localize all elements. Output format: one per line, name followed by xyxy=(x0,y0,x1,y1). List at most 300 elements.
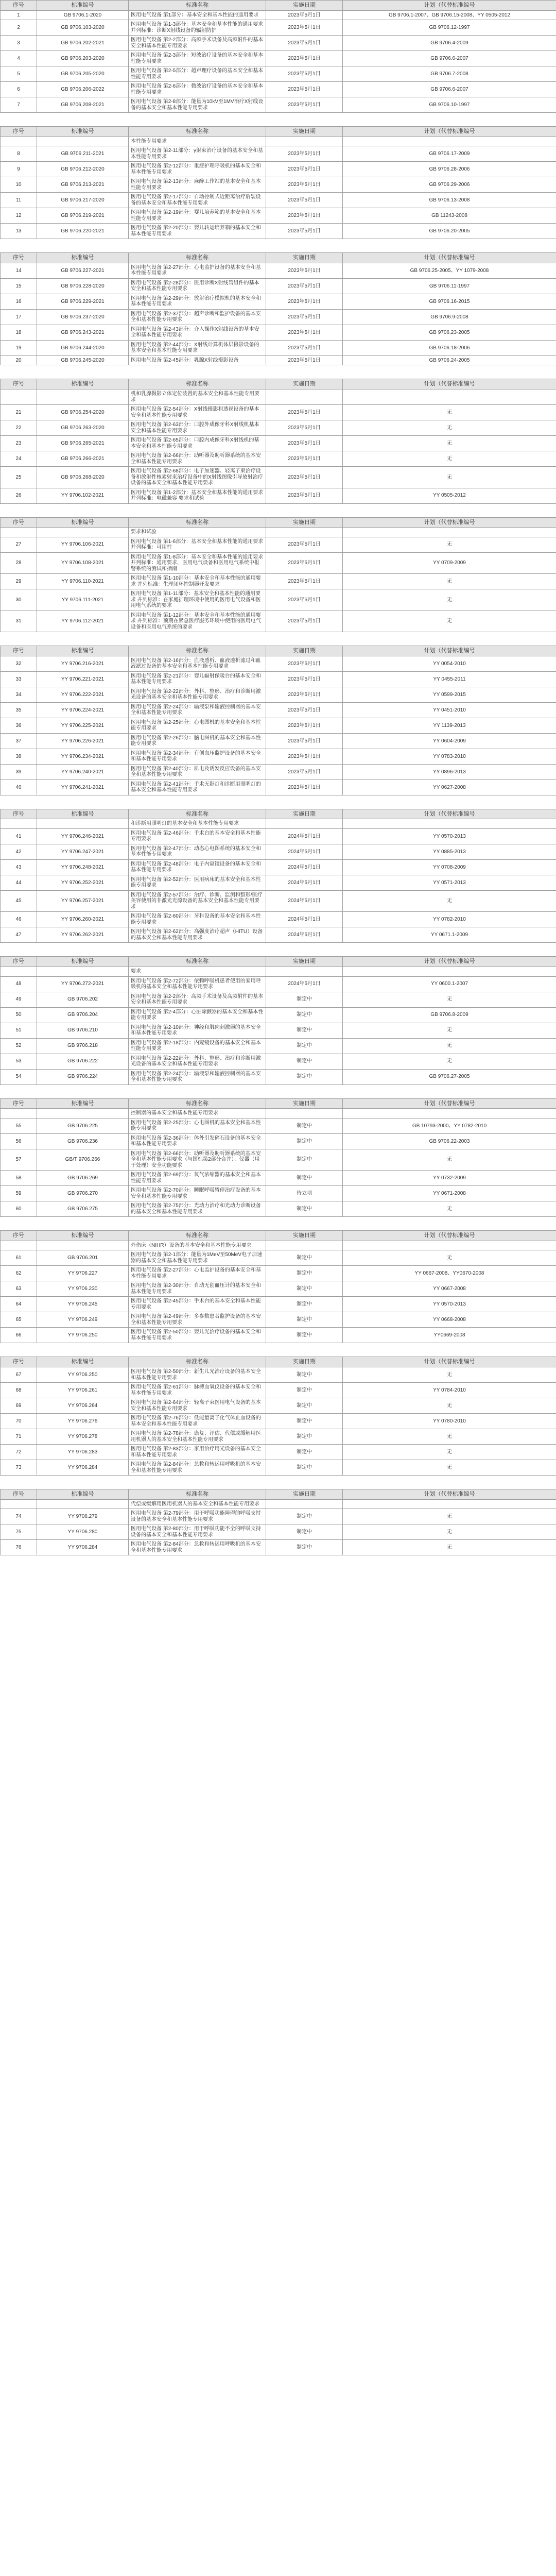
cell-code: GB 9706.266-2021 xyxy=(37,451,129,467)
cell-rep: GB 9706.16-2015 xyxy=(343,294,556,309)
cell-code: GB 9706.213-2021 xyxy=(37,177,129,193)
cell-name: 医用电气设备 第2-3部分：短波治疗设备的基本安全和基本性能专用要求 xyxy=(129,51,266,66)
cell-date: 制定中 xyxy=(266,1266,343,1281)
table-row xyxy=(1,1201,556,1217)
cell-date: 制定中 xyxy=(266,1383,343,1398)
table-row xyxy=(1,436,556,451)
cell-date: 2023年5月1日 xyxy=(266,340,343,355)
cell-no: 52 xyxy=(1,1038,37,1054)
cell-code: GB 9706.269 xyxy=(37,1171,129,1186)
cell-name: 医用电气设备 第2-22部分：外科、整形、治疗和诊断用激光设备的基本安全和基本性能专用要求 xyxy=(129,1054,266,1069)
table-row xyxy=(1,1118,556,1133)
cell-no: 61 xyxy=(1,1250,37,1266)
cell-name: 医用电气设备 第1-8部分：基本安全和基本性能的通用要求 并列标准：通用要求，医用电气设备和医用电气系统中报警系统的测试和指南 xyxy=(129,552,266,574)
cell-code: GB 9706.218 xyxy=(37,1038,129,1054)
cell-code: YY 9706.250 xyxy=(37,1328,129,1343)
cell-rep: YY 0627-2008 xyxy=(343,779,556,795)
cell-date: 2023年5月1日 xyxy=(266,51,343,66)
column-header: 实施日期 xyxy=(266,1231,343,1241)
cell-no: 35 xyxy=(1,702,37,718)
cell-name: 医用电气设备 第2-45部分：乳腺X射线摄影设备 xyxy=(129,355,266,365)
column-header: 标准名称 xyxy=(129,646,266,656)
table-row xyxy=(1,1312,556,1328)
cell-name: 医用电气设备 第2-24部分：输液泵和输液控制器的基本安全和基本性能专用要求 xyxy=(129,1069,266,1084)
standards-table-segment xyxy=(0,126,556,239)
cell-no: 58 xyxy=(1,1171,37,1186)
cell-date: 制定中 xyxy=(266,1201,343,1217)
cell-date: 2024年5月1日 xyxy=(266,844,343,859)
table-row xyxy=(1,162,556,177)
cell-date: 2023年5月1日 xyxy=(266,355,343,365)
table-row xyxy=(1,1109,556,1118)
table-header-row xyxy=(1,253,556,263)
column-header: 标准名称 xyxy=(129,253,266,263)
cell-date: 制定中 xyxy=(266,1133,343,1149)
cell-name: 和诊断用照明灯的基本安全和基本性能专用要求 xyxy=(129,819,266,829)
table-row xyxy=(1,992,556,1007)
cell-date: 2023年5月1日 xyxy=(266,263,343,278)
cell-no xyxy=(1,1109,37,1118)
column-header: 实施日期 xyxy=(266,1357,343,1367)
column-header: 序号 xyxy=(1,1231,37,1241)
cell-no: 70 xyxy=(1,1414,37,1429)
cell-date: 2023年5月1日 xyxy=(266,66,343,82)
cell-date: 2023年5月1日 xyxy=(266,97,343,113)
table-row xyxy=(1,1460,556,1476)
column-header: 序号 xyxy=(1,1,37,11)
column-header: 标准名称 xyxy=(129,379,266,389)
cell-date: 2023年5月1日 xyxy=(266,309,343,325)
cell-code: YY 9706.222-2021 xyxy=(37,687,129,702)
column-header: 序号 xyxy=(1,1489,37,1500)
table-header-row xyxy=(1,1231,556,1241)
table-row xyxy=(1,263,556,278)
cell-name: 控制器的基本安全和基本性能专用要求 xyxy=(129,1109,266,1118)
cell-no: 45 xyxy=(1,890,37,912)
cell-date: 2023年5月1日 xyxy=(266,687,343,702)
cell-name: 医用电气设备 第2-5部分：超声理疗设备的基本安全和基本性能专用要求 xyxy=(129,66,266,82)
cell-name: 医用电气设备 第2-26部分：脑电图机的基本安全和基本性能专用要求 xyxy=(129,733,266,749)
cell-code: GB 9706.202 xyxy=(37,992,129,1007)
cell-date: 2023年5月1日 xyxy=(266,20,343,36)
table-row xyxy=(1,1054,556,1069)
cell-rep: 无 xyxy=(343,589,556,611)
table-row xyxy=(1,552,556,574)
cell-date: 制定中 xyxy=(266,1281,343,1297)
cell-date: 制定中 xyxy=(266,1445,343,1460)
cell-date xyxy=(266,1109,343,1118)
column-header: 标准名称 xyxy=(129,1231,266,1241)
column-header: 标准名称 xyxy=(129,517,266,528)
cell-no: 38 xyxy=(1,749,37,764)
cell-name: 医用电气设备 第2-41部分：手术无影灯和诊断用照明灯的基本安全和基本性能专用要求 xyxy=(129,779,266,795)
cell-no: 51 xyxy=(1,1023,37,1038)
table-row xyxy=(1,467,556,488)
cell-no: 49 xyxy=(1,992,37,1007)
cell-no: 67 xyxy=(1,1367,37,1383)
column-header: 计划（代替标准编号 xyxy=(343,957,556,967)
cell-code xyxy=(37,1241,129,1250)
cell-no: 17 xyxy=(1,309,37,325)
column-header: 计划（代替标准编号 xyxy=(343,1231,556,1241)
cell-date: 2024年5月1日 xyxy=(266,828,343,844)
column-header: 标准名称 xyxy=(129,1098,266,1109)
cell-no: 9 xyxy=(1,162,37,177)
cell-name: 医用电气设备 第2-27部分：心电监护设备的基本安全和基本性能专用要求 xyxy=(129,263,266,278)
cell-date: 2023年5月1日 xyxy=(266,537,343,552)
cell-code: GB 9706.210 xyxy=(37,1023,129,1038)
cell-code: YY 9706.260-2021 xyxy=(37,912,129,927)
cell-no: 37 xyxy=(1,733,37,749)
table-row xyxy=(1,875,556,890)
cell-name: 医用电气设备 第2-29部分：放射治疗模拟机的基本安全和基本性能专用要求 xyxy=(129,294,266,309)
cell-code: GB 9706.237-2020 xyxy=(37,309,129,325)
column-header: 计划（代替标准编号 xyxy=(343,1,556,11)
cell-no: 11 xyxy=(1,193,37,208)
cell-date: 2024年5月1日 xyxy=(266,890,343,912)
cell-rep: 无 xyxy=(343,1201,556,1217)
table-header-row xyxy=(1,646,556,656)
cell-no: 66 xyxy=(1,1328,37,1343)
cell-name: 医用电气设备 第2-72部分：依赖呼吸机患者使用的家用呼吸机的基本安全和基本性能专用要求 xyxy=(129,976,266,992)
cell-date: 2023年5月1日 xyxy=(266,451,343,467)
cell-date: 2023年5月1日 xyxy=(266,718,343,733)
cell-name: 医用电气设备 第2-43部分：介入操作X射线设备的基本安全和基本性能专用要求 xyxy=(129,325,266,340)
cell-name: 医用电气设备 第1-2部分：基本安全和基本性能的通用要求 并列标准：电磁兼容 要求和试验 xyxy=(129,488,266,503)
cell-rep xyxy=(343,967,556,977)
cell-date: 2023年5月1日 xyxy=(266,208,343,224)
cell-code: YY 9706.284 xyxy=(37,1460,129,1476)
cell-code xyxy=(37,1499,129,1509)
table-row xyxy=(1,1383,556,1398)
table-row xyxy=(1,340,556,355)
cell-name: 医用电气设备 第1部分：基本安全和基本性能的通用要求 xyxy=(129,10,266,20)
cell-rep: 无 xyxy=(343,467,556,488)
column-header: 标准名称 xyxy=(129,1357,266,1367)
cell-name: 医用电气设备 第2-2部分：高频手术设备及高频附件的基本安全和基本性能专用要求 xyxy=(129,36,266,51)
table-row xyxy=(1,451,556,467)
table-row xyxy=(1,278,556,294)
cell-code: GB 9706.201 xyxy=(37,1250,129,1266)
column-header: 实施日期 xyxy=(266,127,343,137)
cell-code: GB 9706.1-2020 xyxy=(37,10,129,20)
table-row xyxy=(1,528,556,537)
cell-no: 14 xyxy=(1,263,37,278)
cell-date: 2023年5月1日 xyxy=(266,405,343,420)
cell-code: YY 9706.284 xyxy=(37,1540,129,1555)
table-row xyxy=(1,687,556,702)
standards-table-segment xyxy=(0,1489,556,1555)
cell-name: 医用电气设备 第2-65部分：口腔内成像牙科X射线机的基本安全和基本性能专用要求 xyxy=(129,436,266,451)
cell-name: 医用电气设备 第2-28部分：医用诊断X射线管组件的基本安全和基本性能专用要求 xyxy=(129,278,266,294)
cell-no xyxy=(1,1241,37,1250)
cell-code: YY 9706.245 xyxy=(37,1297,129,1312)
cell-rep: YY 0708-2009 xyxy=(343,859,556,875)
cell-code: YY 9706.278 xyxy=(37,1429,129,1445)
table-row xyxy=(1,718,556,733)
cell-rep: GB 9706.1-2007、GB 9706.15-2008、YY 0505-2012 xyxy=(343,10,556,20)
cell-rep: 无 xyxy=(343,1445,556,1460)
table-row xyxy=(1,1445,556,1460)
cell-rep: YY 0709-2009 xyxy=(343,552,556,574)
cell-name: 医用电气设备 第1-10部分：基本安全和基本性能的通用要求 并列标准：生理闭环控制器开发要求 xyxy=(129,574,266,589)
cell-code: GB 9706.205-2020 xyxy=(37,66,129,82)
cell-date: 待立项 xyxy=(266,1186,343,1201)
cell-no: 54 xyxy=(1,1069,37,1084)
table-row xyxy=(1,1414,556,1429)
cell-rep: 无 xyxy=(343,1038,556,1054)
table-row xyxy=(1,779,556,795)
cell-rep: GB 9706.6-2007 xyxy=(343,51,556,66)
cell-rep: GB 9706.7-2008 xyxy=(343,66,556,82)
cell-name: 医用电气设备 第2-25部分：心电图机的基本安全和基本性能专用要求 xyxy=(129,1118,266,1133)
cell-name: 医用电气设备 第2-21部分：婴儿辐射保暖台的基本安全和基本性能专用要求 xyxy=(129,671,266,687)
cell-date: 2023年5月1日 xyxy=(266,611,343,632)
cell-rep: GB 9706.25-2005、YY 1079-2008 xyxy=(343,263,556,278)
cell-date: 2023年5月1日 xyxy=(266,656,343,671)
standards-table-segment xyxy=(0,1230,556,1343)
cell-name: 医用电气设备 第2-19部分：婴儿培养箱的基本安全和基本性能专用要求 xyxy=(129,208,266,224)
standards-table-segment xyxy=(0,517,556,633)
cell-date: 2024年5月1日 xyxy=(266,976,343,992)
cell-rep: YY 0671-2008 xyxy=(343,1186,556,1201)
cell-code: GB 9706.222 xyxy=(37,1054,129,1069)
cell-rep: 无 xyxy=(343,436,556,451)
cell-date: 制定中 xyxy=(266,1328,343,1343)
cell-code: YY 9706.102-2021 xyxy=(37,488,129,503)
cell-date xyxy=(266,389,343,405)
cell-code: GB 9706.212-2020 xyxy=(37,162,129,177)
cell-date: 2023年5月1日 xyxy=(266,733,343,749)
cell-code: GB 9706.217-2020 xyxy=(37,193,129,208)
cell-code xyxy=(37,528,129,537)
cell-no: 62 xyxy=(1,1266,37,1281)
table-row xyxy=(1,890,556,912)
cell-rep: YY 0783-2010 xyxy=(343,749,556,764)
table-row xyxy=(1,537,556,552)
cell-date xyxy=(266,819,343,829)
cell-name: 医用电气设备 第2-50部分：婴儿光治疗设备的基本安全和基本性能专用要求 xyxy=(129,1328,266,1343)
cell-no: 34 xyxy=(1,687,37,702)
table-row xyxy=(1,1367,556,1383)
column-header: 标准编号 xyxy=(37,646,129,656)
cell-rep: YY 0668-2008 xyxy=(343,1312,556,1328)
cell-no: 7 xyxy=(1,97,37,113)
column-header: 标准编号 xyxy=(37,1489,129,1500)
cell-name: 本性能专用要求 xyxy=(129,137,266,146)
cell-date: 制定中 xyxy=(266,1250,343,1266)
cell-date: 2023年5月1日 xyxy=(266,764,343,779)
cell-name: 医用电气设备 第2-37部分：超声诊断和监护设备的基本安全和基本性能专用要求 xyxy=(129,309,266,325)
cell-code: YY 9706.264 xyxy=(37,1398,129,1414)
cell-rep: YY 0600.1-2007 xyxy=(343,976,556,992)
cell-name: 医用电气设备 第2-79部分：用于呼吸功能障碍的呼吸支持设备的基本安全和基本性能专用要求 xyxy=(129,1509,266,1524)
cell-name: 医用电气设备 第2-17部分：自动控制式近距离治疗后装设备的基本安全和基本性能专用要求 xyxy=(129,193,266,208)
cell-name: 医用电气设备 第2-83部分：家用治疗用光设备的基本安全和基本性能专用要求 xyxy=(129,1445,266,1460)
cell-date: 2023年5月1日 xyxy=(266,488,343,503)
cell-rep: GB 9706.6-2007 xyxy=(343,82,556,97)
table-row xyxy=(1,749,556,764)
cell-code: YY 9706.247-2021 xyxy=(37,844,129,859)
column-header: 标准名称 xyxy=(129,1,266,11)
table-row xyxy=(1,1499,556,1509)
cell-code: GB 9706.245-2020 xyxy=(37,355,129,365)
table-row xyxy=(1,389,556,405)
table-header-row xyxy=(1,517,556,528)
cell-rep: 无 xyxy=(343,1460,556,1476)
cell-name: 医用电气设备 第2-47部分：动态心电图系统的基本安全和基本性能专用要求 xyxy=(129,844,266,859)
cell-no xyxy=(1,1499,37,1509)
cell-rep: YY 0599-2015 xyxy=(343,687,556,702)
cell-no: 3 xyxy=(1,36,37,51)
cell-no: 19 xyxy=(1,340,37,355)
column-header: 计划（代替标准编号 xyxy=(343,1098,556,1109)
table-row xyxy=(1,1509,556,1524)
cell-no: 69 xyxy=(1,1398,37,1414)
table-header-row xyxy=(1,1489,556,1500)
table-row xyxy=(1,1149,556,1171)
cell-code: YY 9706.230 xyxy=(37,1281,129,1297)
cell-code: YY 9706.111-2021 xyxy=(37,589,129,611)
cell-date: 2023年5月1日 xyxy=(266,671,343,687)
cell-code: YY 9706.280 xyxy=(37,1524,129,1540)
cell-code: GB 9706.227-2021 xyxy=(37,263,129,278)
cell-no: 57 xyxy=(1,1149,37,1171)
standards-table-segment xyxy=(0,646,556,795)
cell-no: 16 xyxy=(1,294,37,309)
cell-name: 医用电气设备 第2-66部分：助听器及助听器系统的基本安全和基本性能专用要求 xyxy=(129,451,266,467)
cell-name: 医用电气设备 第2-11部分：γ射束治疗设备的基本安全和基本性能专用要求 xyxy=(129,146,266,162)
column-header: 序号 xyxy=(1,127,37,137)
column-header: 标准编号 xyxy=(37,127,129,137)
cell-name: 医用电气设备 第2-27部分：心电监护设备的基本安全和基本性能专用要求 xyxy=(129,1266,266,1281)
cell-no: 44 xyxy=(1,875,37,890)
cell-date: 2023年5月1日 xyxy=(266,278,343,294)
cell-name: 医用电气设备 第2-13部分：麻醉工作站的基本安全和基本性能专用要求 xyxy=(129,177,266,193)
table-row xyxy=(1,1069,556,1084)
column-header: 计划（代替标准编号 xyxy=(343,253,556,263)
cell-no: 31 xyxy=(1,611,37,632)
cell-no: 63 xyxy=(1,1281,37,1297)
cell-date: 2023年5月1日 xyxy=(266,146,343,162)
cell-rep: 无 xyxy=(343,420,556,436)
cell-name: 医用电气设备 第2-80部分：用于呼吸功能不全的呼吸支持设备的基本安全和基本性能专用要求 xyxy=(129,1524,266,1540)
table-row xyxy=(1,405,556,420)
cell-no: 75 xyxy=(1,1524,37,1540)
cell-rep: GB 9706.13-2008 xyxy=(343,193,556,208)
cell-code: GB 9706.219-2021 xyxy=(37,208,129,224)
cell-date: 制定中 xyxy=(266,1118,343,1133)
cell-rep: GB 11243-2008 xyxy=(343,208,556,224)
cell-no: 28 xyxy=(1,552,37,574)
table-header-row xyxy=(1,127,556,137)
cell-rep: YY 0885-2013 xyxy=(343,844,556,859)
cell-name: 医用电气设备 第2-24部分：输液泵和输液控制器的基本安全和基本性能专用要求 xyxy=(129,702,266,718)
cell-code: GB 9706.229-2021 xyxy=(37,294,129,309)
cell-rep: 无 xyxy=(343,611,556,632)
table-row xyxy=(1,97,556,113)
cell-name: 医用电气设备 第2-22部分：外科、整形、治疗和诊断用激光设备的基本安全和基本性能专用要求 xyxy=(129,687,266,702)
cell-name: 医用电气设备 第2-60部分：牙科设备的基本安全和基本性能专用要求 xyxy=(129,912,266,927)
table-row xyxy=(1,656,556,671)
cell-no: 39 xyxy=(1,764,37,779)
cell-rep: 无 xyxy=(343,1509,556,1524)
standards-table-segment xyxy=(0,0,556,113)
cell-code: GB 9706.265-2021 xyxy=(37,436,129,451)
table-row xyxy=(1,671,556,687)
table-row xyxy=(1,1186,556,1201)
cell-rep xyxy=(343,137,556,146)
cell-name: 医用电气设备 第2-61部分：脉搏血氧仪设备的基本安全和基本性能专用要求 xyxy=(129,1383,266,1398)
cell-rep: 无 xyxy=(343,1149,556,1171)
cell-name: 医用电气设备 第2-84部分：急救和转运用呼吸机的基本安全和基本性能专用要求 xyxy=(129,1540,266,1555)
cell-date: 制定中 xyxy=(266,1297,343,1312)
cell-code: GB 9706.204 xyxy=(37,1007,129,1023)
table-row xyxy=(1,967,556,977)
cell-code: YY 9706.216-2021 xyxy=(37,656,129,671)
column-header: 序号 xyxy=(1,957,37,967)
column-header: 标准名称 xyxy=(129,1489,266,1500)
cell-name: 医用电气设备 第2-45部分：手术台的基本安全和基本性能专用要求 xyxy=(129,1297,266,1312)
table-row xyxy=(1,355,556,365)
cell-rep: YY 1139-2013 xyxy=(343,718,556,733)
cell-rep: 无 xyxy=(343,1429,556,1445)
standards-table-segment xyxy=(0,1098,556,1217)
table-row xyxy=(1,325,556,340)
cell-no: 21 xyxy=(1,405,37,420)
cell-name: 医用电气设备 第2-52部分：医用病床的基本安全和基本性能专用要求 xyxy=(129,875,266,890)
column-header: 计划（代替标准编号 xyxy=(343,1357,556,1367)
table-row xyxy=(1,1250,556,1266)
table-row xyxy=(1,927,556,943)
table-row xyxy=(1,420,556,436)
table-row xyxy=(1,20,556,36)
cell-rep: YY 0570-2013 xyxy=(343,1297,556,1312)
cell-date: 2023年5月1日 xyxy=(266,420,343,436)
cell-code: GB 9706.203-2020 xyxy=(37,51,129,66)
cell-rep: 无 xyxy=(343,992,556,1007)
cell-name: 医用电气设备 第1-3部分：基本安全和基本性能的通用要求 并列标准：诊断X射线设备的辐射防护 xyxy=(129,20,266,36)
table-row xyxy=(1,309,556,325)
cell-rep: 无 xyxy=(343,1367,556,1383)
cell-rep: YY 0570-2013 xyxy=(343,828,556,844)
cell-rep: GB 9706.11-1997 xyxy=(343,278,556,294)
cell-name: 医用电气设备 第2-8部分：能量为10kV至1MV治疗X射线设备的基本安全和基本性能专用要求 xyxy=(129,97,266,113)
table-header-row xyxy=(1,379,556,389)
table-row xyxy=(1,66,556,82)
cell-name: 要求 xyxy=(129,967,266,977)
cell-code: YY 9706.110-2021 xyxy=(37,574,129,589)
table-row xyxy=(1,36,556,51)
column-header: 实施日期 xyxy=(266,957,343,967)
cell-date: 制定中 xyxy=(266,1312,343,1328)
standards-table-segment xyxy=(0,809,556,943)
cell-no: 1 xyxy=(1,10,37,20)
cell-date: 2023年5月1日 xyxy=(266,589,343,611)
cell-no: 46 xyxy=(1,912,37,927)
cell-code: YY 9706.225-2021 xyxy=(37,718,129,733)
column-header: 实施日期 xyxy=(266,1098,343,1109)
cell-rep: GB 9706.24-2005 xyxy=(343,355,556,365)
cell-code: YY 9706.248-2021 xyxy=(37,859,129,875)
cell-no: 8 xyxy=(1,146,37,162)
cell-name: 要求和试验 xyxy=(129,528,266,537)
cell-rep xyxy=(343,819,556,829)
cell-name: 医用电气设备 第2-50部分：新生儿光治疗设备的基本安全和基本性能专用要求 xyxy=(129,1367,266,1383)
standards-table-segment xyxy=(0,379,556,503)
column-header: 序号 xyxy=(1,809,37,819)
cell-date: 2023年5月1日 xyxy=(266,325,343,340)
